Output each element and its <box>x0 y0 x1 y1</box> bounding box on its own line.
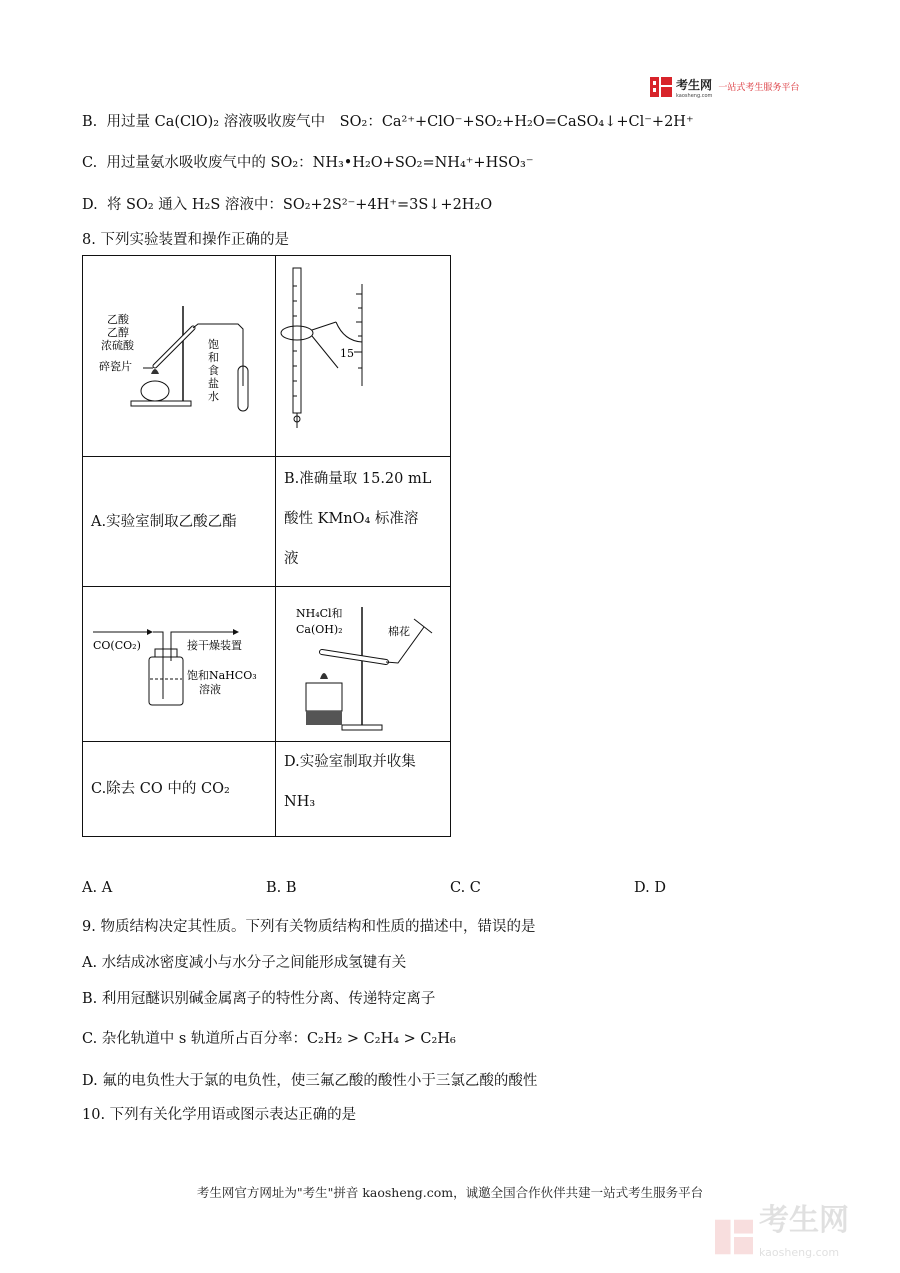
q9-option-d: D. 氟的电负性大于氯的电负性，使三氟乙酸的酸性小于三氯乙酸的酸性 <box>82 1073 538 1089</box>
meniscus <box>336 322 362 342</box>
watermark-domain: kaosheng.com <box>759 1246 840 1259</box>
option-label: C. <box>82 155 98 171</box>
label-saturated-5: 水 <box>208 390 219 403</box>
option-label: B. <box>82 114 98 130</box>
page-footer: 考生网官方网址为"考生"拼音 kaosheng.com，诚邀全国合作伙伴共建一站式考生服务平台 <box>196 1185 704 1200</box>
flame <box>320 673 328 679</box>
kaosheng-logo-icon <box>650 77 672 97</box>
lamp-base <box>306 683 342 711</box>
cell-caption-b <box>276 457 450 587</box>
flame <box>151 369 159 374</box>
ammonia-figure <box>276 587 449 741</box>
label-ethanol: 乙醇 <box>107 326 129 339</box>
q8-choice-a[interactable]: A. A <box>82 880 113 896</box>
q8-choice-c[interactable]: C. C <box>450 880 481 896</box>
stand-base <box>342 725 382 730</box>
q7-option-d <box>82 193 492 214</box>
label-reagent-1: 饱和NaHCO₃ <box>187 669 257 682</box>
alcohol-lamp <box>141 381 169 401</box>
option-text: 用过量 Ca(ClO)₂ 溶液吸收废气中 SO₂：Ca²⁺+ClO⁻+SO₂+H₂O=CaSO₄↓+Cl⁻+2H⁺ <box>106 114 694 130</box>
bottle-stopper <box>155 649 177 657</box>
cell-figure-c <box>83 587 276 742</box>
stand-base <box>131 401 191 406</box>
collection-tube <box>414 619 432 633</box>
label-saturated-3: 食 <box>208 364 219 377</box>
logo-name: 考生网 <box>676 78 713 92</box>
q10-stem: 10. 下列有关化学用语或图示表达正确的是 <box>82 1107 357 1123</box>
option-text: 用过量氨水吸收废气中的 SO₂：NH₃•H₂O+SO₂=NH₄⁺+HSO₃⁻ <box>106 155 534 171</box>
magnifier-line-bottom <box>312 336 338 368</box>
q8-apparatus-table <box>82 255 451 837</box>
watermark-text <box>759 1205 849 1269</box>
ester-apparatus-figure <box>83 256 275 456</box>
logo-domain: kaosheng.com <box>676 93 713 99</box>
label-reagent-2: 溶液 <box>199 683 221 696</box>
caption-b-line2: 酸性 KMnO₄ 标准溶 <box>284 511 419 527</box>
label-porcelain-chips: 碎瓷片 <box>99 360 132 373</box>
cell-caption-d <box>276 742 450 836</box>
q7-option-b <box>82 110 694 131</box>
label-saturated-2: 和 <box>208 351 219 364</box>
burette-graduations <box>293 286 297 396</box>
label-outlet: 接干燥装置 <box>187 639 242 652</box>
caption-d-line1: D.实验室制取并收集 <box>284 754 416 770</box>
cell-figure-b <box>276 256 450 457</box>
label-saturated-1: 饱 <box>208 338 219 351</box>
label-inlet-gas: CO(CO₂) <box>93 639 141 652</box>
cell-figure-d <box>276 587 450 742</box>
option-label: D. <box>82 197 98 213</box>
reaction-tube-inner <box>155 328 193 366</box>
test-tube-inner <box>322 652 386 662</box>
wash-bottle <box>149 657 183 705</box>
q8-choice-b[interactable]: B. B <box>266 880 297 896</box>
label-reagents-2: Ca(OH)₂ <box>296 623 343 636</box>
q9-option-b: B. 利用冠醚识别碱金属离子的特性分离、传递特定离子 <box>82 991 436 1007</box>
watermark-logo-icon <box>715 1218 753 1256</box>
q9-option-c: C. 杂化轨道中 s 轨道所占百分率：C₂H₂ > C₂H₄ > C₂H₆ <box>82 1031 456 1047</box>
logo-slogan: 一站式考生服务平台 <box>718 83 800 93</box>
caption-b <box>276 457 450 583</box>
inlet-tube <box>153 632 163 699</box>
cell-caption-c <box>83 742 276 836</box>
tick-label-15: 15 <box>340 347 354 360</box>
outlet-arrowhead <box>233 629 239 635</box>
q8-stem: 8. 下列实验装置和操作正确的是 <box>82 232 289 248</box>
magnifier-line-top <box>312 322 336 330</box>
q9-stem: 9. 物质结构决定其性质。下列有关物质结构和性质的描述中，错误的是 <box>82 919 536 935</box>
header-logo[interactable] <box>650 74 799 99</box>
magnifier-ellipse <box>281 326 313 340</box>
caption-d-line2: NH₃ <box>284 794 316 810</box>
lamp-block <box>306 711 342 725</box>
caption-a: A.实验室制取乙酸乙酯 <box>91 513 237 530</box>
q8-choice-d[interactable]: D. D <box>634 880 666 896</box>
watermark <box>715 1205 849 1269</box>
caption-b-line1: B.准确量取 15.20 mL <box>284 471 432 487</box>
gas-washing-figure <box>83 587 275 741</box>
cell-caption-a <box>83 457 276 587</box>
caption-d <box>276 742 450 826</box>
q7-option-c <box>82 151 534 172</box>
caption-c: C.除去 CO 中的 CO₂ <box>91 781 230 797</box>
inlet-arrowhead <box>147 629 153 635</box>
label-reagents-1: NH₄Cl和 <box>296 607 343 620</box>
cell-figure-a <box>83 256 276 457</box>
watermark-name: 考生网 <box>759 1203 849 1238</box>
option-text: 将 SO₂ 通入 H₂S 溶液中：SO₂+2S²⁻+4H⁺=3S↓+2H₂O <box>106 197 493 213</box>
burette-figure <box>276 256 449 456</box>
caption-b-line3: 液 <box>284 551 299 567</box>
label-acetic-acid: 乙酸 <box>107 313 129 326</box>
label-saturated-4: 盐 <box>208 377 219 390</box>
q9-option-a: A. 水结成冰密度减小与水分子之间能形成氢键有关 <box>82 955 407 971</box>
label-sulfuric-acid: 浓硫酸 <box>101 339 134 352</box>
label-cotton: 棉花 <box>388 625 410 638</box>
